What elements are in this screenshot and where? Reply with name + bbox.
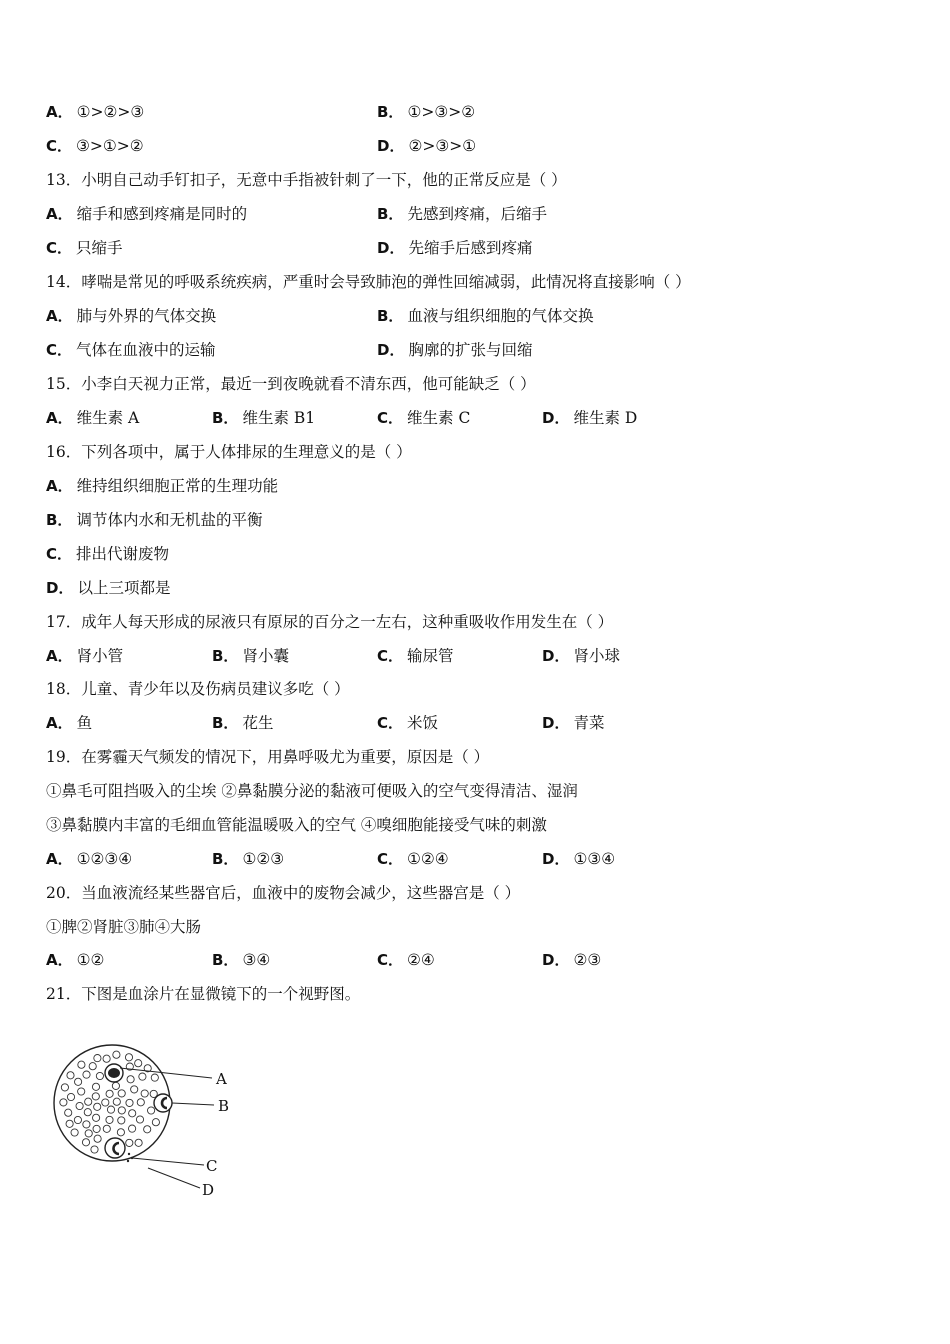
q18-option-a: A． 鱼 [46,714,93,732]
q19-option-b: B． ①②③ [212,850,285,868]
red-blood-cell [78,1088,85,1095]
red-blood-cell [93,1125,100,1132]
red-blood-cell [93,1114,100,1121]
q14-option-a: A． 肺与外界的气体交换 [46,307,217,325]
red-blood-cell [85,1130,92,1137]
red-blood-cell [106,1116,113,1123]
red-blood-cell [94,1135,101,1142]
q19-option-d: D． ①③④ [542,850,616,868]
cell-c [105,1138,125,1158]
red-blood-cell [65,1109,72,1116]
red-blood-cell [94,1103,101,1110]
q12-option-d: D． ②>③>① [377,137,477,155]
q16-option-a: A． 维持组织细胞正常的生理功能 [46,477,279,495]
q17-option-c: C． 输尿管 [377,647,454,665]
red-blood-cell [129,1110,136,1117]
label-a: A [216,1070,227,1088]
red-blood-cell [152,1119,159,1126]
red-blood-cell [126,1139,133,1146]
q17-option-d: D． 肾小球 [542,647,620,665]
q14-option-d: D． 胸廓的扩张与回缩 [377,341,533,359]
q13-stem: 13．小明自己动手钉扣子，无意中手指被针刺了一下，他的正常反应是（ ） [46,171,567,189]
q12-option-a: A． ①>②>③ [46,103,145,121]
q20-option-b: B． ③④ [212,951,271,969]
leader-line-c [132,1158,204,1165]
q19-stem: 19．在雾霾天气频发的情况下，用鼻呼吸尤为重要，原因是（ ） [46,748,490,766]
red-blood-cell [83,1121,90,1128]
red-blood-cell [82,1139,89,1146]
red-blood-cell [136,1116,143,1123]
q20-statement: ①脾②肾脏③肺④大肠 [46,918,202,936]
q18-stem: 18．儿童、青少年以及伤病员建议多吃（ ） [46,680,350,698]
q14-stem: 14．哮喘是常见的呼吸系统疾病，严重时会导致肺泡的弹性回缩减弱，此情况将直接影响（ ） [46,273,691,291]
red-blood-cell [141,1090,148,1097]
cell-a [105,1064,123,1082]
red-blood-cell [107,1106,114,1113]
red-blood-cell [118,1090,125,1097]
red-blood-cell [113,1051,120,1058]
red-blood-cell [96,1072,103,1079]
q18-option-d: D． 青菜 [542,714,605,732]
red-blood-cell [67,1093,74,1100]
leader-line-d [148,1168,200,1188]
q19-option-c: C． ①②④ [377,850,449,868]
red-blood-cell [61,1084,68,1091]
q15-option-a: A． 维生素 A [46,409,140,427]
q18-option-c: C． 米饭 [377,714,439,732]
q13-option-b: B． 先感到疼痛，后缩手 [377,205,547,223]
q20-option-d: D． ②③ [542,951,602,969]
q20-stem: 20．当血液流经某些器官后，血液中的废物会减少，这些器宫是（ ） [46,884,521,902]
red-blood-cell [113,1098,120,1105]
red-blood-cell [137,1099,144,1106]
red-blood-cell [131,1086,138,1093]
q20-option-a: A． ①② [46,951,105,969]
red-blood-cell [71,1129,78,1136]
red-blood-cell [92,1093,99,1100]
red-blood-cell [125,1054,132,1061]
red-blood-cell [78,1061,85,1068]
q17-stem: 17．成年人每天形成的尿液只有原尿的百分之一左右，这种重吸收作用发生在（ ） [46,613,614,631]
q13-option-c: C． 只缩手 [46,239,123,257]
q13-option-a: A． 缩手和感到疼痛是同时的 [46,205,248,223]
red-blood-cell [151,1074,158,1081]
red-blood-cell [84,1109,91,1116]
blood-smear-figure [48,1018,248,1208]
q16-stem: 16．下列各项中，属于人体排尿的生理意义的是（ ） [46,443,412,461]
red-blood-cell [60,1099,67,1106]
red-blood-cell [112,1082,119,1089]
q19-option-a: A． ①②③④ [46,850,133,868]
red-blood-cell [118,1107,125,1114]
leader-line-b [172,1103,214,1105]
red-blood-cell [139,1073,146,1080]
red-blood-cell [92,1083,99,1090]
red-blood-cell [94,1055,101,1062]
q15-stem: 15．小李白天视力正常，最近一到夜晚就看不清东西，他可能缺乏（ ） [46,375,536,393]
red-blood-cell [126,1099,133,1106]
q12-option-c: C． ③>①>② [46,137,144,155]
red-blood-cell [103,1125,110,1132]
red-blood-cell [74,1116,81,1123]
red-blood-cell [135,1139,142,1146]
q21-stem: 21．下图是血涂片在显微镜下的一个视野图。 [46,985,361,1003]
red-blood-cell [135,1060,142,1067]
q20-option-c: C． ②④ [377,951,435,969]
label-c: C [206,1157,218,1175]
red-blood-cell [67,1072,74,1079]
q15-option-b: B． 维生素 B1 [212,409,316,427]
red-blood-cell [127,1076,134,1083]
q13-option-d: D． 先缩手后感到疼痛 [377,239,533,257]
red-blood-cell [144,1126,151,1133]
label-b: B [218,1097,230,1115]
red-blood-cell [106,1090,113,1097]
red-blood-cell [129,1125,136,1132]
q14-option-b: B． 血液与组织细胞的气体交换 [377,307,594,325]
q18-option-b: B． 花生 [212,714,274,732]
red-blood-cell [89,1063,96,1070]
q15-option-c: C． 维生素 C [377,409,471,427]
red-blood-cell [148,1107,155,1114]
red-blood-cell [91,1146,98,1153]
q17-option-a: A． 肾小管 [46,647,124,665]
label-d: D [202,1181,215,1199]
q15-option-d: D． 维生素 D [542,409,638,427]
q16-option-b: B． 调节体内水和无机盐的平衡 [46,511,263,529]
red-blood-cell [118,1117,125,1124]
red-blood-cell [75,1078,82,1085]
q17-option-b: B． 肾小囊 [212,647,289,665]
red-blood-cell [103,1055,110,1062]
q19-statement-2: ③鼻黏膜内丰富的毛细血管能温暖吸入的空气 ④嗅细胞能接受气味的刺激 [46,816,547,834]
red-blood-cell [117,1129,124,1136]
q16-option-c: C． 排出代谢废物 [46,545,170,563]
q19-statement-1: ①鼻毛可阻挡吸入的尘埃 ②鼻黏膜分泌的黏液可便吸入的空气变得清洁、湿润 [46,782,578,800]
q14-option-c: C． 气体在血液中的运输 [46,341,216,359]
red-blood-cell [102,1099,109,1106]
cell-b [154,1094,172,1112]
q12-option-b: B． ①>③>② [377,103,476,121]
q16-option-d: D． 以上三项都是 [46,579,171,597]
red-blood-cell [83,1071,90,1078]
red-blood-cell [85,1098,92,1105]
red-blood-cell [66,1120,73,1127]
red-blood-cell [76,1102,83,1109]
